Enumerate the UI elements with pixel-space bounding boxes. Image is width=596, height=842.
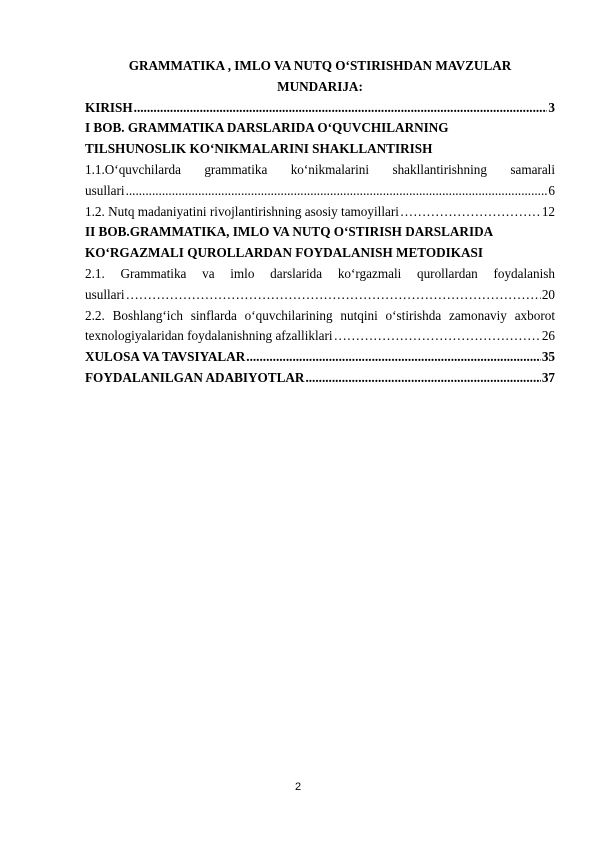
toc-section-1-1-line1[interactable]: 1.1.O‘quvchilarda grammatika ko‘nikmalarini shakllantirishning samarali: [85, 161, 555, 177]
toc-entry-label: usullari: [85, 286, 125, 302]
toc-leader-dots: [126, 285, 541, 306]
toc-chapter1-line2[interactable]: TILSHUNOSLIK KO‘NIKMALARINI SHAKLLANTIRISH: [85, 141, 433, 157]
toc-entry-references[interactable]: [85, 368, 555, 389]
toc-page-number: 35: [541, 349, 555, 365]
toc-entry-2-2[interactable]: [85, 326, 555, 347]
toc-entry-label: FOYDALANILGAN ADABIYOTLAR: [85, 369, 305, 385]
toc-leader-dots: [126, 181, 548, 202]
toc-chapter2-line2[interactable]: KO‘RGAZMALI QUROLLARDAN FOYDALANISH METODIKASI: [85, 245, 483, 261]
toc-entry-label: XULOSA VA TAVSIYALAR: [85, 349, 246, 365]
toc-entry-intro[interactable]: [85, 98, 555, 119]
page-number: 2: [294, 781, 302, 793]
toc-leader-dots: [305, 368, 540, 389]
toc-leader-dots: [134, 98, 548, 119]
toc-leader-dots: [246, 347, 541, 368]
document-title-line2: MUNDARIJA:: [277, 78, 363, 94]
toc-entry-label: texnologiyalaridan foydalanishning afzalliklari: [85, 328, 333, 344]
toc-page-number: 20: [541, 286, 555, 302]
toc-entry-1-2[interactable]: [85, 202, 555, 223]
toc-section-2-2-line1[interactable]: 2.2. Boshlang‘ich sinflarda o‘quvchilarining nutqini o‘stirishda zamonaviy axborot: [85, 307, 555, 323]
document-title-line1: GRAMMATIKA , IMLO VA NUTQ O‘STIRISHDAN MAVZULAR: [128, 58, 512, 73]
toc-entry-label: 1.2. Nutq madaniyatini rivojlantirishning asosiy tamoyillari: [85, 203, 399, 219]
toc-chapter2-line1[interactable]: II BOB.GRAMMATIKA, IMLO VA NUTQ O‘STIRISH DARSLARIDA: [85, 224, 494, 240]
toc-chapter1-line1[interactable]: I BOB. GRAMMATIKA DARSLARIDA O‘QUVCHILARNING: [85, 120, 449, 136]
toc-page-number: 3: [548, 99, 555, 115]
toc-leader-dots: [400, 202, 541, 223]
toc-entry-2-1[interactable]: [85, 285, 555, 306]
toc-entry-conclusion[interactable]: [85, 347, 555, 368]
toc-page-number: 37: [541, 369, 555, 385]
toc-page-number: 26: [541, 328, 555, 344]
toc-page-number: 12: [541, 203, 555, 219]
toc-page-number: 6: [548, 182, 555, 198]
document-page: [85, 56, 555, 389]
toc-leader-dots: [334, 326, 541, 347]
toc-entry-label: KIRISH: [85, 99, 133, 115]
toc-entry-1-1[interactable]: [85, 181, 555, 202]
toc-section-2-1-line1[interactable]: 2.1. Grammatika va imlo darslarida ko‘rgazmali qurollardan foydalanish: [85, 265, 555, 281]
toc-entry-label: usullari: [85, 182, 125, 198]
